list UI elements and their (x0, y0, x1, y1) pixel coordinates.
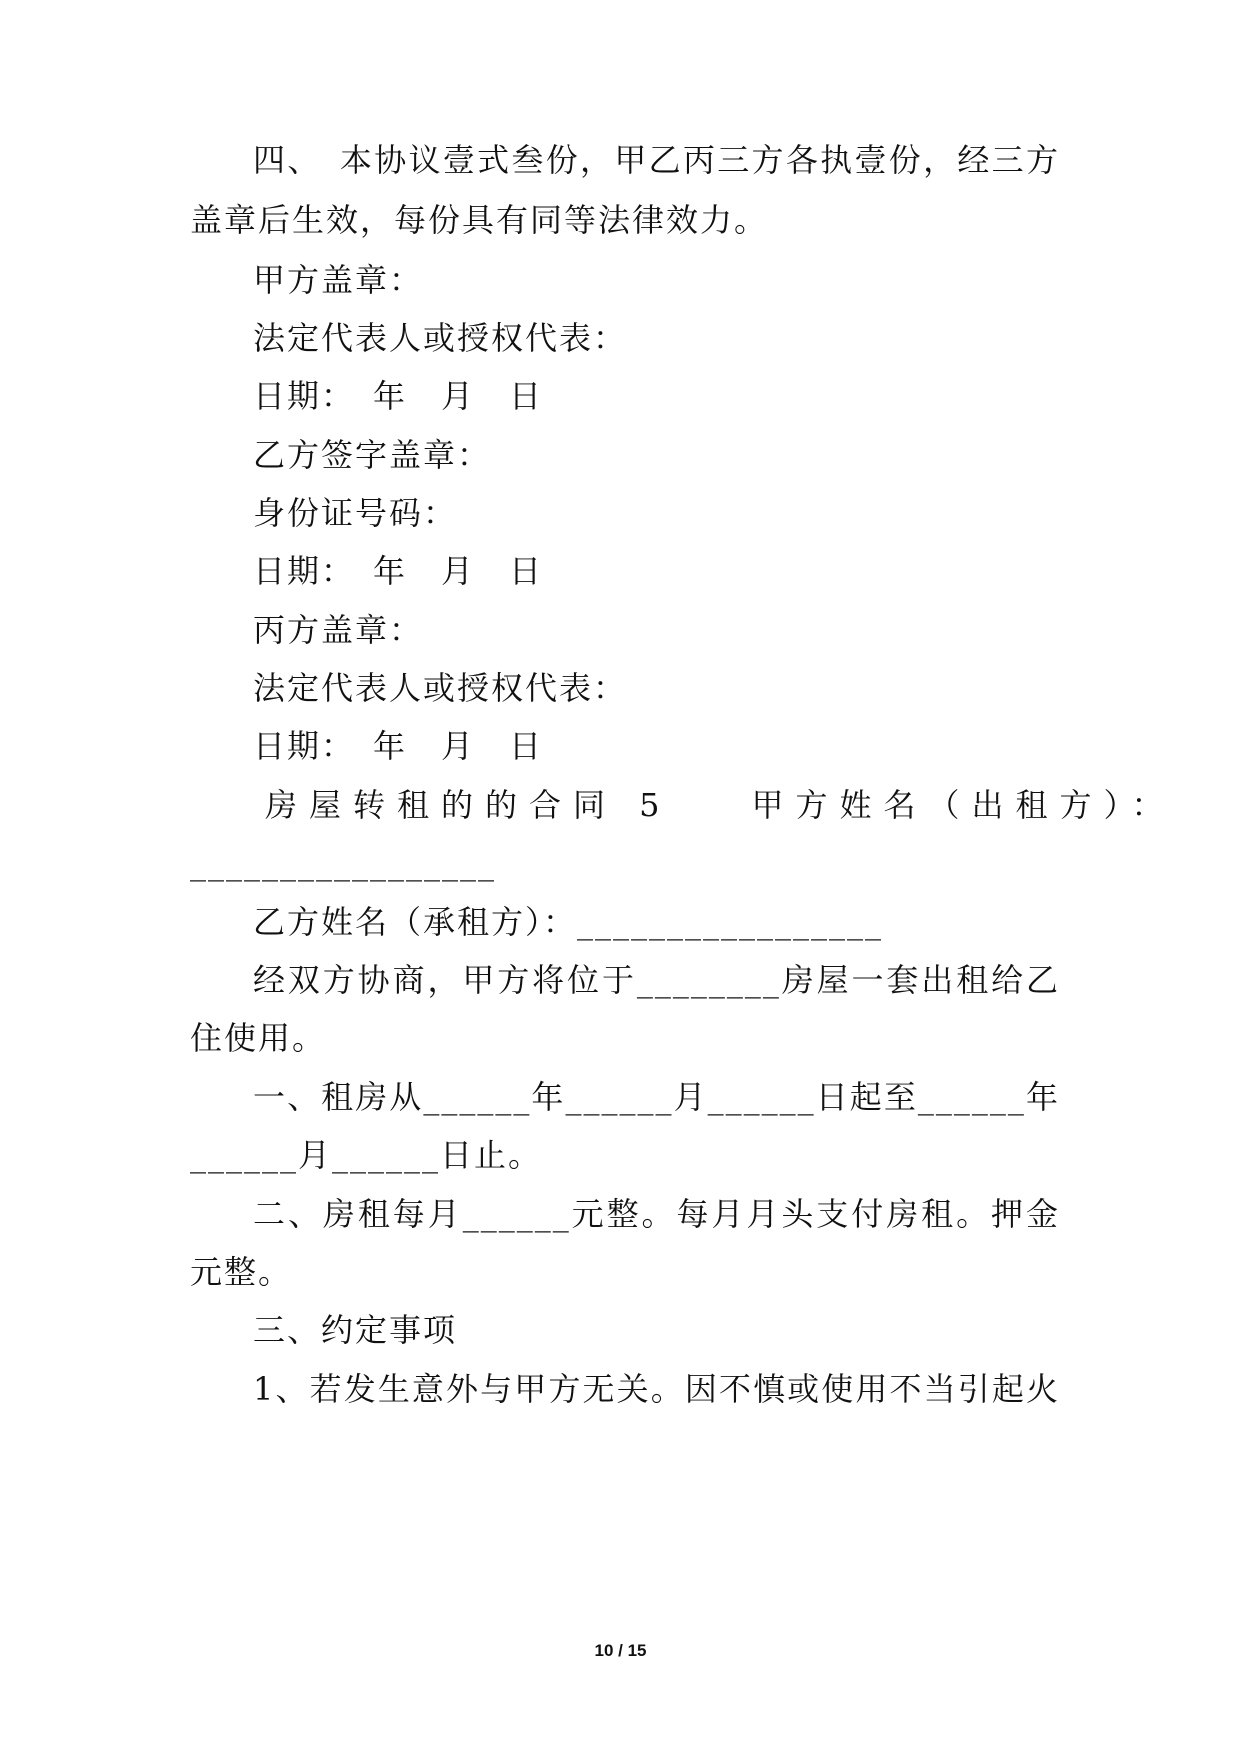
party-b-name-line: 乙方姓名（承租方）：_________________ (253, 903, 884, 941)
clause-four-line-1: 四、 本协议壹式叁份，甲乙丙三方各执壹份，经三方 (253, 141, 1060, 179)
party-c-seal-label: 丙方盖章： (253, 611, 424, 649)
party-b-signature-label: 乙方签字盖章： (253, 436, 492, 474)
term-clause-line-1: 一、租房从______年______月______日起至______年 (253, 1078, 1060, 1116)
agreement-line-2: 住使用。 (190, 1019, 327, 1057)
party-a-name-label: 甲方姓名（出租方）： (751, 786, 1176, 824)
contract-heading-line (265, 785, 1176, 825)
party-c-date-label: 日期： 年 月 日 (253, 727, 544, 765)
party-b-id-number-label: 身份证号码： (253, 494, 458, 532)
party-c-representative-label: 法定代表人或授权代表： (253, 669, 628, 707)
party-a-seal-label: 甲方盖章： (253, 261, 424, 299)
agreed-items-heading: 三、约定事项 (253, 1311, 458, 1349)
term-clause-line-2: ______月______日止。 (190, 1136, 543, 1174)
clause-four-line-2: 盖章后生效，每份具有同等法律效力。 (190, 201, 769, 239)
rent-clause-line-2: 元整。 (190, 1253, 293, 1291)
contract-title: 房屋转租的的合同 5 (265, 786, 672, 824)
agreed-item-1-line: 1、若发生意外与甲方无关。因不慎或使用不当引起火 (253, 1370, 1060, 1408)
rent-clause-line-1: 二、房租每月______元整。每月月头支付房租。押金 (253, 1195, 1060, 1233)
agreement-line-1: 经双方协商，甲方将位于________房屋一套出租给乙 (253, 961, 1060, 999)
party-a-name-blank: _________________ (190, 844, 496, 882)
party-a-date-label: 日期： 年 月 日 (253, 377, 544, 415)
party-a-representative-label: 法定代表人或授权代表： (253, 319, 628, 357)
page-number: 10 / 15 (594, 1641, 647, 1660)
party-b-date-label: 日期： 年 月 日 (253, 552, 544, 590)
